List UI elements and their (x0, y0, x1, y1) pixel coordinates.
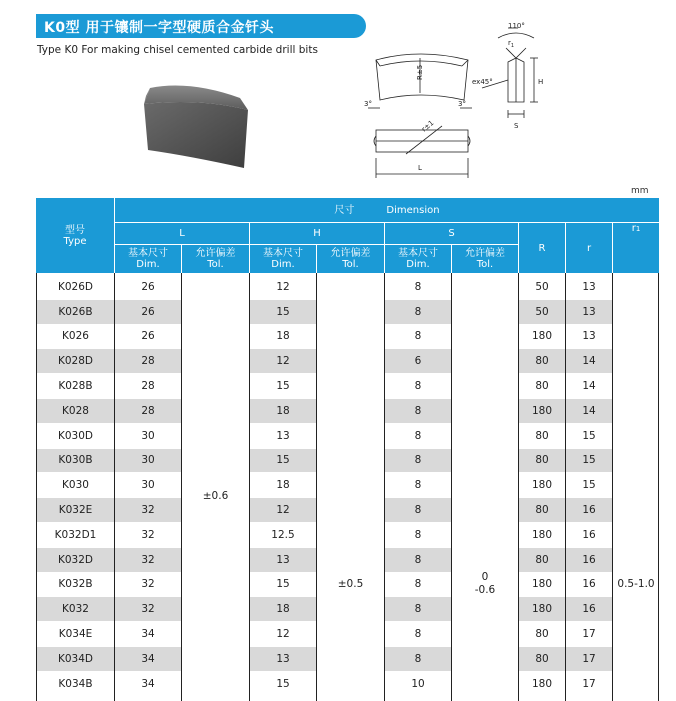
cell-R: 180 (519, 399, 565, 423)
cell-r: 14 (566, 374, 612, 398)
cell-L: 28 (115, 399, 181, 423)
cell-S: 8 (385, 449, 451, 473)
cell-R: 80 (519, 424, 565, 448)
header-L-tol: 允许偏差 Tol. (182, 245, 249, 273)
header-S: S (385, 223, 518, 244)
cell-R: 80 (519, 622, 565, 646)
cell-model: K032D (37, 548, 114, 572)
cell-H: 15 (250, 573, 316, 597)
cell-H: 15 (250, 300, 316, 324)
cell-R: 80 (519, 498, 565, 522)
cell-R: 180 (519, 597, 565, 621)
cell-r: 16 (566, 548, 612, 572)
cell-R: 80 (519, 349, 565, 373)
cell-H: 15 (250, 374, 316, 398)
cell-R: 80 (519, 548, 565, 572)
cell-model: K034B (37, 672, 114, 696)
angle-top-label: 110° (508, 22, 525, 30)
header-L-dim: 基本尺寸 Dim. (115, 245, 181, 273)
cell-R: 50 (519, 275, 565, 299)
cell-r: 13 (566, 325, 612, 349)
s-drawing-label: S (514, 122, 519, 130)
cell-S: 8 (385, 548, 451, 572)
cell-r: 14 (566, 399, 612, 423)
product-image (130, 78, 250, 178)
cell-L: 32 (115, 548, 181, 572)
cell-R: 180 (519, 523, 565, 547)
cell-H: 12.5 (250, 523, 316, 547)
cell-R: 50 (519, 300, 565, 324)
radius-label: R±5 (416, 64, 424, 80)
cell-S: 8 (385, 374, 451, 398)
cell-model: K030 (37, 473, 114, 497)
cell-H: 18 (250, 597, 316, 621)
cell-L: 28 (115, 374, 181, 398)
cell-S: 8 (385, 597, 451, 621)
cell-S: 8 (385, 399, 451, 423)
cell-S: 8 (385, 424, 451, 448)
cell-L: 28 (115, 349, 181, 373)
cell-R: 180 (519, 672, 565, 696)
cell-model: K028 (37, 399, 114, 423)
cell-L: 30 (115, 449, 181, 473)
cell-r: 13 (566, 275, 612, 299)
cell-model: K026B (37, 300, 114, 324)
cell-model: K034E (37, 622, 114, 646)
header-r: r (566, 223, 612, 273)
unit-label: mm (631, 186, 649, 196)
cell-model: K030B (37, 449, 114, 473)
cell-model: K032 (37, 597, 114, 621)
cell-model: K032D1 (37, 523, 114, 547)
cell-L: 32 (115, 523, 181, 547)
header-model: 型号 Type (36, 198, 114, 273)
cell-S: 8 (385, 647, 451, 671)
cell-r: 16 (566, 597, 612, 621)
cell-R: 180 (519, 325, 565, 349)
cell-S: 8 (385, 523, 451, 547)
header-L: L (115, 223, 249, 244)
cell-H: 12 (250, 275, 316, 299)
cell-H: 13 (250, 424, 316, 448)
cell-L: 30 (115, 473, 181, 497)
cell-S: 8 (385, 275, 451, 299)
cell-r: 16 (566, 498, 612, 522)
cell-L: 34 (115, 647, 181, 671)
cell-S: 6 (385, 349, 451, 373)
title-banner (36, 14, 366, 38)
cell-r: 13 (566, 300, 612, 324)
cell-R: 180 (519, 473, 565, 497)
cell-L: 30 (115, 424, 181, 448)
cell-L: 26 (115, 275, 181, 299)
page-title: K0型 用于镶制一字型硬质合金钎头 (44, 20, 274, 36)
spec-table (36, 198, 659, 701)
cell-R: 80 (519, 647, 565, 671)
cell-S: 8 (385, 325, 451, 349)
cell-r: 17 (566, 672, 612, 696)
angle-right-label: 3° (458, 100, 466, 108)
cell-H: 12 (250, 498, 316, 522)
header-H-dim: 基本尺寸 Dim. (250, 245, 316, 273)
cell-model: K032B (37, 573, 114, 597)
cell-H: 12 (250, 349, 316, 373)
cell-r: 16 (566, 573, 612, 597)
cell-model: K032E (37, 498, 114, 522)
cell-L: 26 (115, 300, 181, 324)
cell-r: 17 (566, 622, 612, 646)
cell-S: 8 (385, 473, 451, 497)
cell-R: 180 (519, 573, 565, 597)
header-dimension: 尺寸 Dimension (115, 198, 659, 222)
cell-S: 10 (385, 672, 451, 696)
cell-S: 8 (385, 498, 451, 522)
chamfer-label: ex45° (472, 78, 493, 86)
cell-r: 17 (566, 647, 612, 671)
header-H: H (250, 223, 384, 244)
angle-left-label: 3° (364, 100, 372, 108)
cell-L: 34 (115, 672, 181, 696)
cell-R: 80 (519, 449, 565, 473)
cell-model: K030D (37, 424, 114, 448)
cell-model: K034D (37, 647, 114, 671)
page-subtitle: Type K0 For making chisel cemented carbide drill bits (37, 44, 318, 56)
tol-S-cell: 0 -0.6 (452, 275, 518, 701)
cell-H: 15 (250, 449, 316, 473)
r-drawing-label: r±1 (420, 118, 436, 134)
cell-H: 18 (250, 399, 316, 423)
cell-L: 32 (115, 498, 181, 522)
cell-H: 13 (250, 647, 316, 671)
header-S-tol: 允许偏差 Tol. (452, 245, 518, 273)
cell-R: 80 (519, 374, 565, 398)
header-R: R (519, 223, 565, 273)
header-H-tol: 允许偏差 Tol. (317, 245, 384, 273)
cell-H: 18 (250, 325, 316, 349)
cell-H: 12 (250, 622, 316, 646)
cell-r: 15 (566, 424, 612, 448)
cell-S: 8 (385, 573, 451, 597)
h-drawing-label: H (538, 78, 544, 86)
header-r1: r 1 (613, 223, 659, 273)
cell-L: 34 (115, 622, 181, 646)
cell-L: 32 (115, 573, 181, 597)
l-drawing-label: L (418, 164, 422, 172)
cell-H: 13 (250, 548, 316, 572)
cell-L: 26 (115, 325, 181, 349)
tol-H-cell: ±0.5 (317, 275, 384, 701)
cell-H: 18 (250, 473, 316, 497)
cell-model: K028D (37, 349, 114, 373)
technical-drawing (358, 18, 558, 188)
cell-r: 16 (566, 523, 612, 547)
cell-L: 32 (115, 597, 181, 621)
r1-drawing-label: $r_1$ (508, 39, 515, 49)
cell-S: 8 (385, 300, 451, 324)
header-S-dim: 基本尺寸 Dim. (385, 245, 451, 273)
cell-r: 15 (566, 473, 612, 497)
cell-H: 15 (250, 672, 316, 696)
cell-model: K028B (37, 374, 114, 398)
r1-value-cell: 0.5-1.0 (613, 275, 659, 701)
cell-model: K026D (37, 275, 114, 299)
tol-L-cell: ±0.6 (182, 275, 249, 701)
cell-S: 8 (385, 622, 451, 646)
cell-model: K026 (37, 325, 114, 349)
cell-r: 14 (566, 349, 612, 373)
cell-r: 15 (566, 449, 612, 473)
